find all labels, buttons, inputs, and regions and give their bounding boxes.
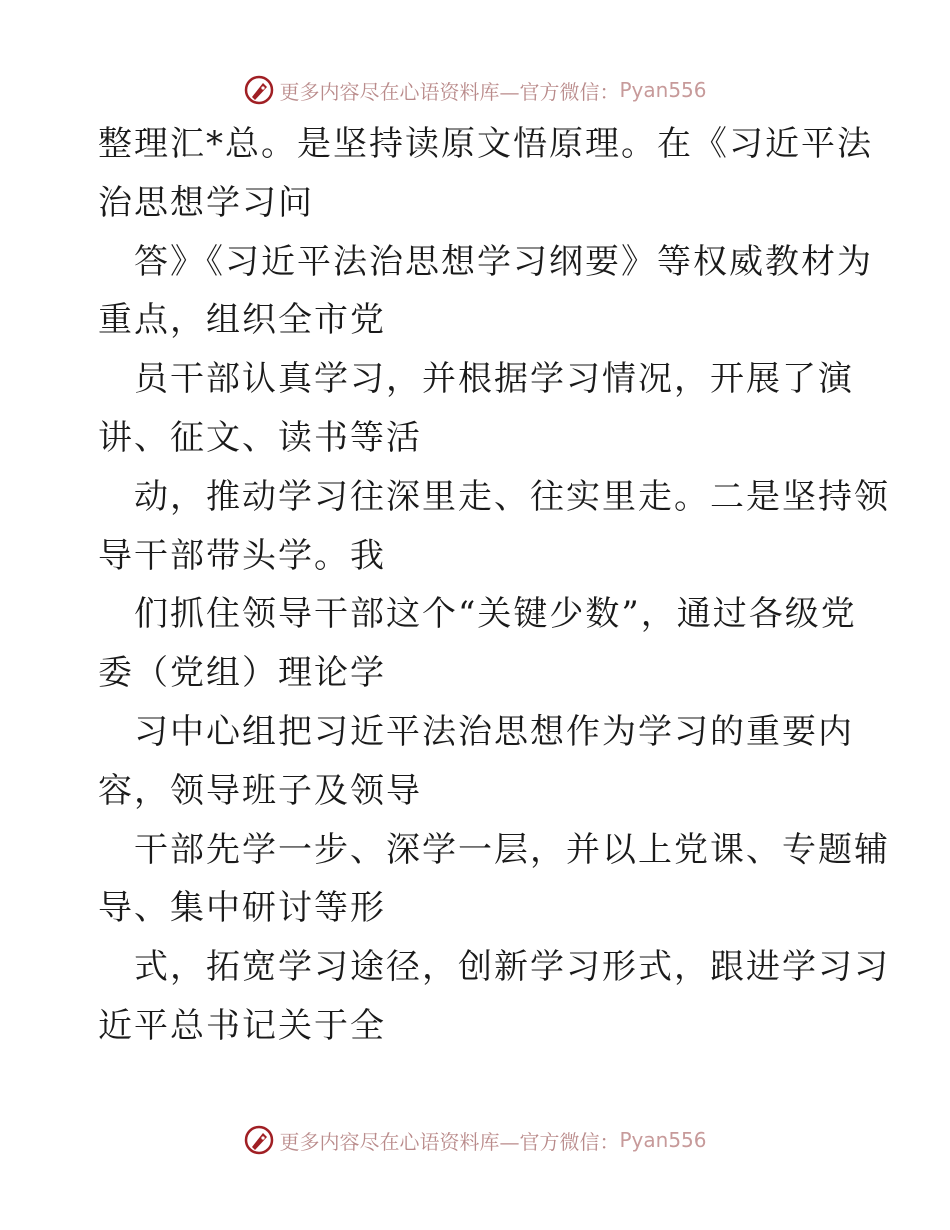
body-line: 导、集中研讨等形: [98, 888, 386, 929]
footer-watermark-text: 更多内容尽在心语资料库—官方微信：: [279, 1129, 620, 1154]
footer-watermark: [0, 1120, 950, 1160]
pen-nib-logo-icon: [243, 74, 275, 106]
body-line: 式，拓宽学习途径，创新学习形式，跟进学习习: [134, 947, 890, 988]
body-line: 重点，组织全市党: [98, 300, 386, 341]
body-line: 整理汇*总。是坚持读原文悟原理。在《习近平法: [98, 124, 873, 164]
body-line: 委（党组）理论学: [98, 653, 386, 694]
footer-wechat-id: Pyan556: [619, 1128, 707, 1152]
body-line: 讲、征文、读书等活: [98, 417, 422, 458]
body-line: 容，领导班子及领导: [98, 770, 422, 811]
header-watermark-text: 更多内容尽在心语资料库—官方微信：: [279, 79, 620, 104]
document-body: [98, 115, 890, 1056]
header-wechat-id: Pyan556: [619, 78, 707, 102]
body-line: 习中心组把习近平法治思想作为学习的重要内: [134, 711, 854, 752]
pen-nib-logo-icon: [243, 1124, 275, 1156]
body-line: 动，推动学习往深里走、往实里走。二是坚持领: [134, 476, 890, 517]
body-line: 员干部认真学习，并根据学习情况，开展了演: [134, 359, 854, 400]
body-line: 近平总书记关于全: [98, 1005, 386, 1046]
body-line: 们抓住领导干部这个“关键少数”，通过各级党: [134, 594, 857, 635]
body-line: 导干部带头学。我: [98, 535, 386, 576]
body-line: 答》《习近平法治思想学习纲要》等权威教材为: [134, 241, 873, 282]
header-watermark: [0, 70, 950, 110]
body-line: 干部先学一步、深学一层，并以上党课、专题辅: [134, 829, 890, 870]
body-line: 治思想学习问: [98, 182, 314, 223]
